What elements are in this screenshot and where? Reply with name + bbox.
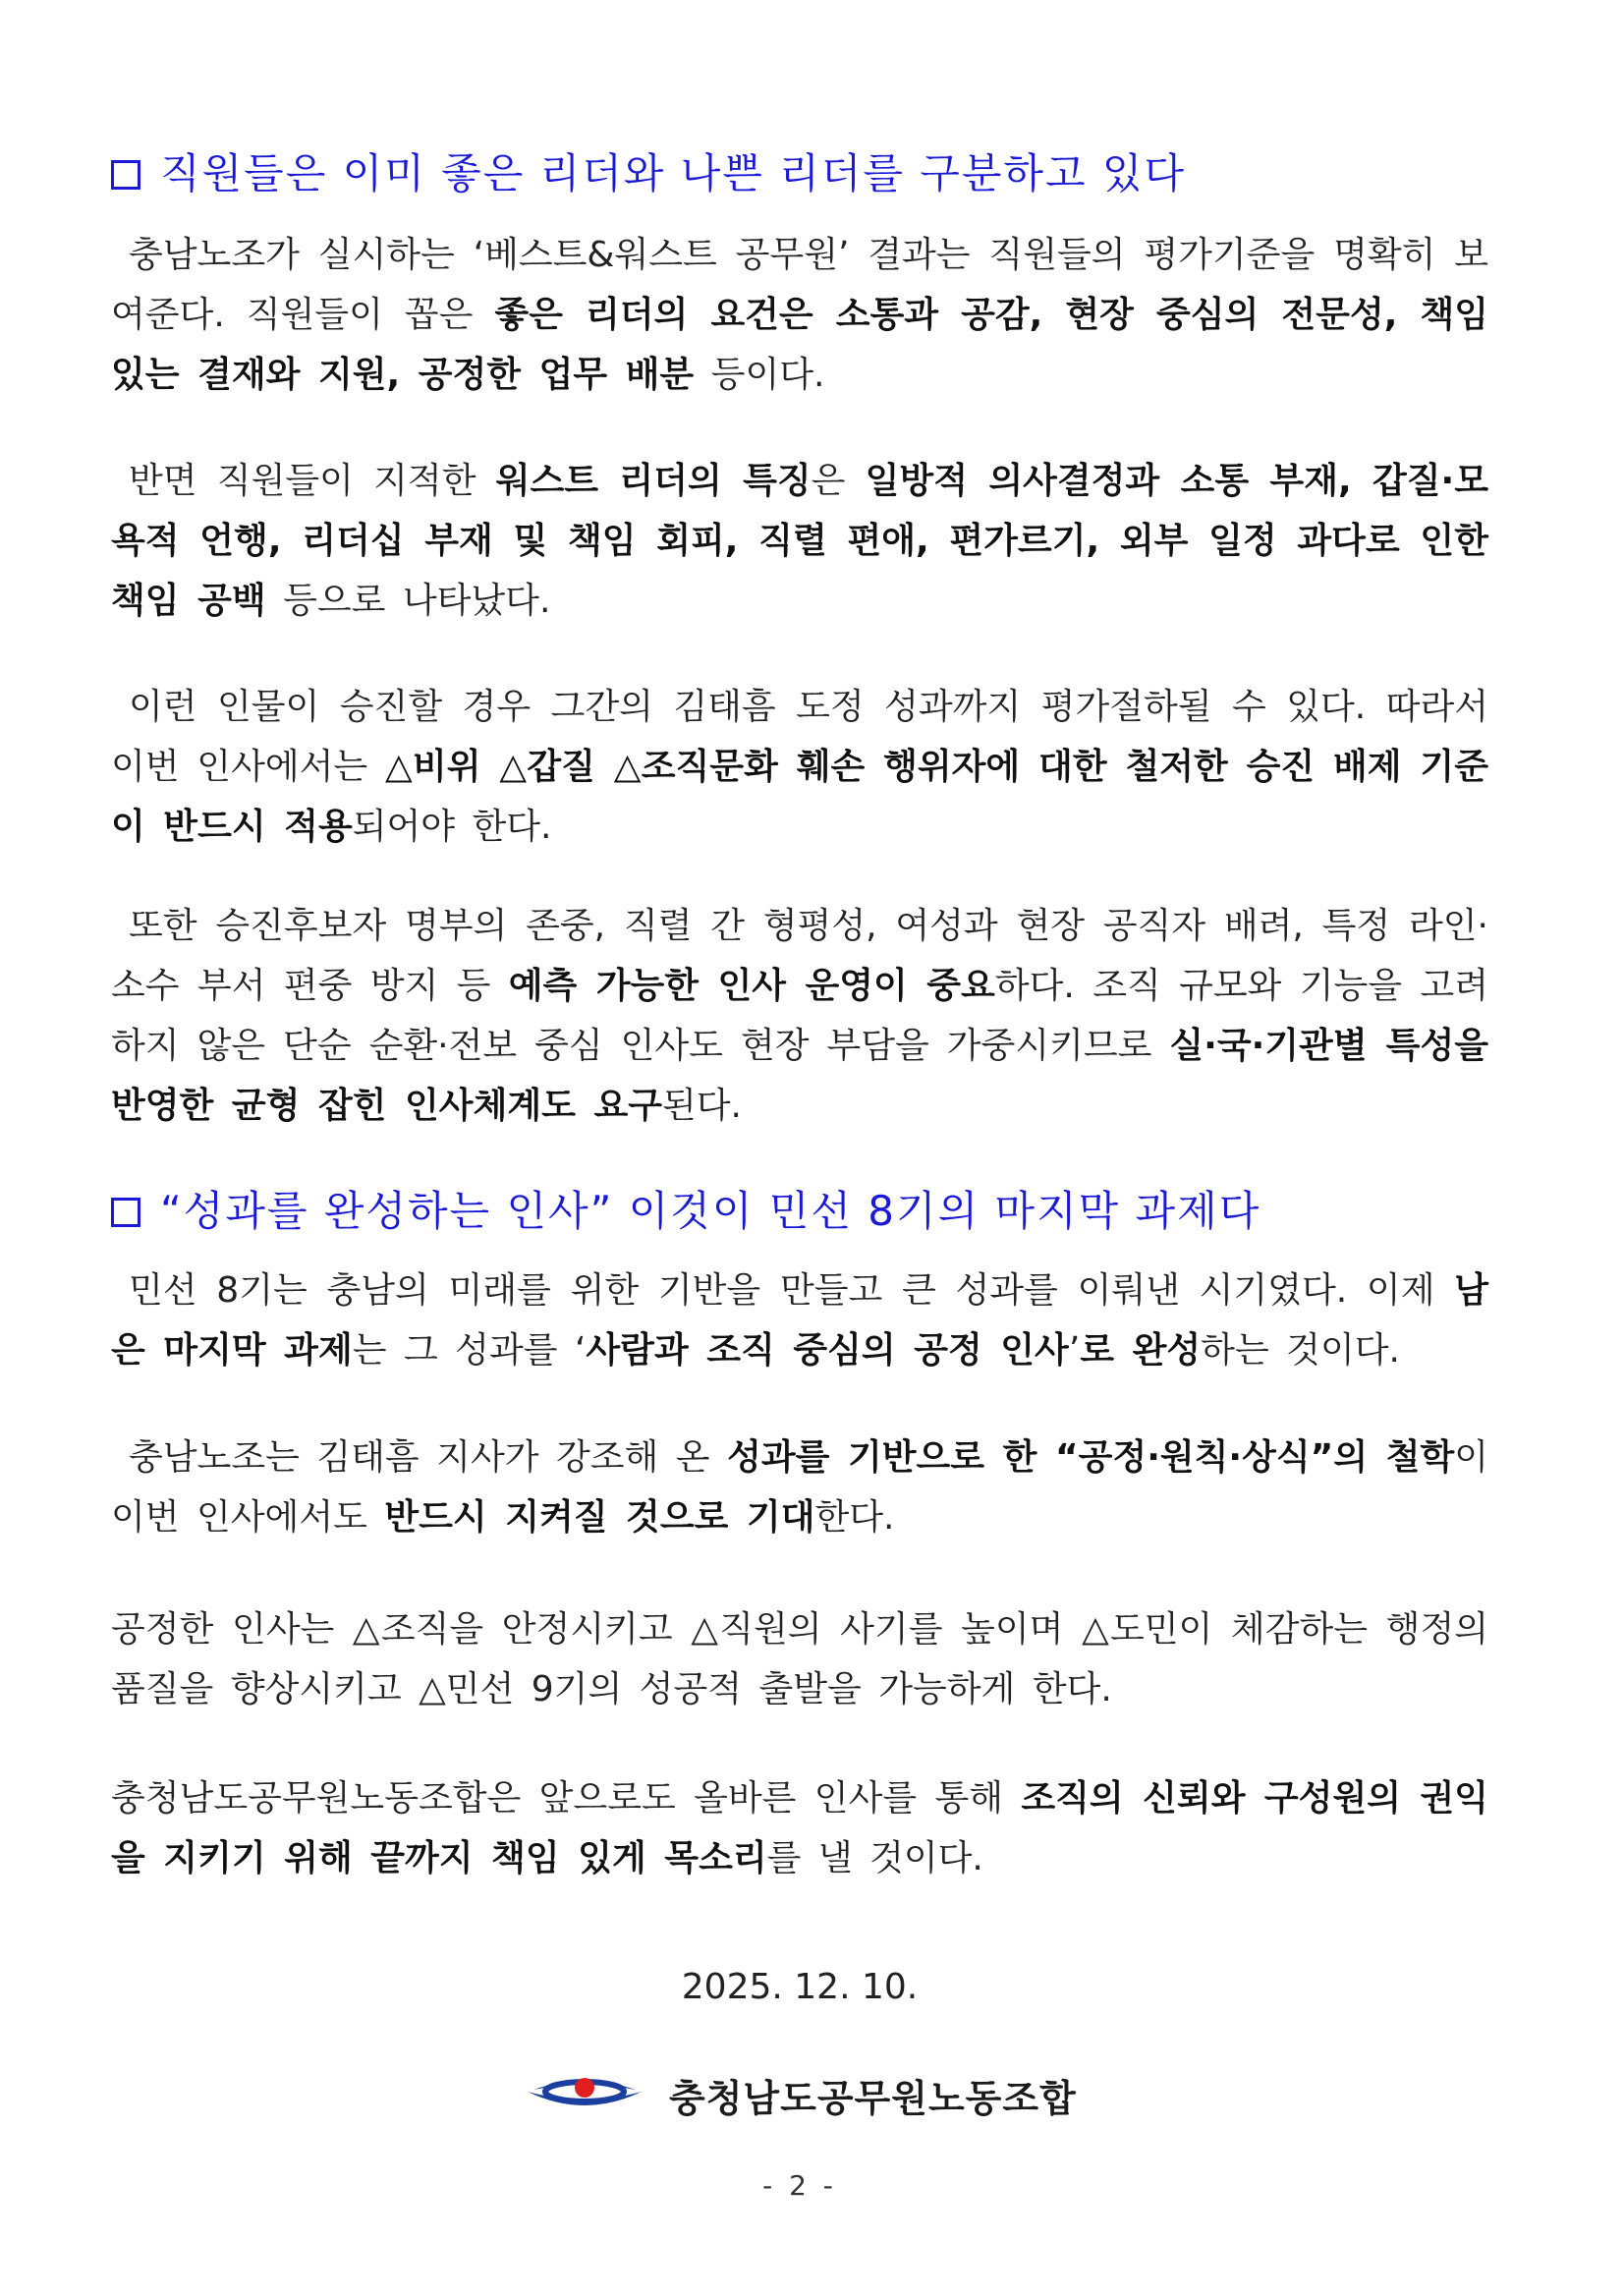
emphasis-text: △비위 △갑질 △조직문화 훼손 행위자에 대한 철저한 승진 배제 기준이 반드시 적용	[111, 747, 1488, 847]
logo-red-dot	[575, 2078, 594, 2098]
body-text: 충남노조가 실시하는 ‘베스트&워스트 공무원’ 결과는 직원들의 평가기준을 명확히 보여준다. 직원들이 꼽은	[111, 235, 1488, 335]
body-text: 충청남도공무원노동조합은 앞으로도 올바른 인사를 통해	[111, 1778, 1022, 1819]
emphasis-text: 반드시 지켜질 것으로 기대	[384, 1497, 815, 1538]
section-heading-text: 직원들은 이미 좋은 리더와 나쁜 리더를 구분하고 있다	[160, 149, 1187, 197]
document-date: 2025. 12. 10.	[681, 1967, 919, 2007]
emphasis-text: 조직의 신뢰와 구성원의 권익을 지키기 위해 끝까지 책임 있게 목소리	[111, 1778, 1488, 1878]
page-number: - 2 -	[762, 2169, 837, 2202]
emphasis-text: 좋은 리더의 요건은 소통과 공감, 현장 중심의 전문성, 책임 있는 결재와 지원, 공정한 업무 배분	[111, 295, 1489, 395]
body-text: 하는 것이다.	[1201, 1330, 1400, 1371]
body-text: 이 이번 인사에서도	[111, 1437, 1489, 1538]
emphasis-text: 일방적 의사결정과 소통 부재, 갑질·모욕적 언행, 리더십 부재 및 책임 회피, 직렬 편애, 편가르기, 외부 일정 과다로 인한 책임 공백	[111, 461, 1488, 621]
body-text: 는 그 성과를 ‘	[352, 1330, 587, 1371]
organization-name: 충청남도공무원노동조합	[669, 2076, 1077, 2120]
emphasis-text: 로 완성	[1080, 1330, 1202, 1371]
body-text: 반면 직원들이 지적한	[129, 461, 496, 501]
body-text: 를 낼 것이다.	[766, 1838, 983, 1878]
checkbox-square-icon	[111, 1198, 140, 1227]
body-text: 등으로 나타났다.	[265, 581, 551, 621]
body-text: 된다.	[662, 1086, 742, 1126]
body-text: 또한 승진후보자 명부의 존중, 직렬 간 형평성, 여성과 현장 공직자 배려, 특정 라인·소수 부서 편중 방지 등	[111, 906, 1488, 1006]
checkbox-square-icon	[111, 160, 140, 190]
body-text: 민선 8기는 충남의 미래를 위한 기반을 만들고 큰 성과를 이뤄낸 시기였다. 이제	[129, 1270, 1455, 1311]
emphasis-text: 성과를 기반으로 한 “공정·원칙·상식”의 철학	[727, 1437, 1455, 1478]
signature-block	[524, 2060, 1077, 2129]
paragraph	[111, 1260, 1488, 1380]
paragraph	[111, 1599, 1488, 1719]
union-logo-icon	[524, 2070, 645, 2119]
paragraph	[111, 677, 1488, 857]
emphasis-text: 예측 가능한 인사 운영이 중요	[508, 966, 995, 1006]
body-text: 은	[811, 461, 866, 501]
body-text: 등이다.	[694, 355, 825, 395]
paragraph	[111, 451, 1488, 631]
body-text: 이런 인물이 승진할 경우 그간의 김태흠 도정 성과까지 평가절하될 수 있다. 따라서 이번 인사에서는	[111, 687, 1488, 787]
body-text: 하다. 조직 규모와 기능을 고려하지 않은 단순 순환·전보 중심 인사도 현장 부담을 가중시키므로	[111, 966, 1489, 1066]
emphasis-text: 워스트 리더의 특징	[495, 461, 812, 501]
body-text: ’	[1068, 1330, 1081, 1371]
paragraph	[111, 225, 1488, 405]
paragraph	[111, 1428, 1488, 1547]
section-heading-2	[111, 1182, 1260, 1241]
paragraph	[111, 896, 1488, 1136]
body-text: 한다.	[814, 1497, 895, 1538]
emphasis-text: 사람과 조직 중심의 공정 인사	[586, 1330, 1069, 1371]
emphasis-text: 남은 마지막 과제	[111, 1270, 1488, 1371]
body-text: 공정한 인사는 △조직을 안정시키고 △직원의 사기를 높이며 △도민이 체감하는 행정의 품질을 향상시키고 △민선 9기의 성공적 출발을 가능하게 한다.	[111, 1609, 1488, 1709]
body-text: 충남노조는 김태흠 지사가 강조해 온	[129, 1437, 728, 1478]
emphasis-text: 실·국·기관별 특성을 반영한 균형 잡힌 인사체계도 요구	[111, 1026, 1488, 1126]
section-heading-text: “성과를 완성하는 인사” 이것이 민선 8기의 마지막 과제다	[160, 1187, 1261, 1235]
paragraph	[111, 1768, 1488, 1888]
section-heading-1	[111, 144, 1186, 203]
body-text: 되어야 한다.	[352, 807, 552, 847]
